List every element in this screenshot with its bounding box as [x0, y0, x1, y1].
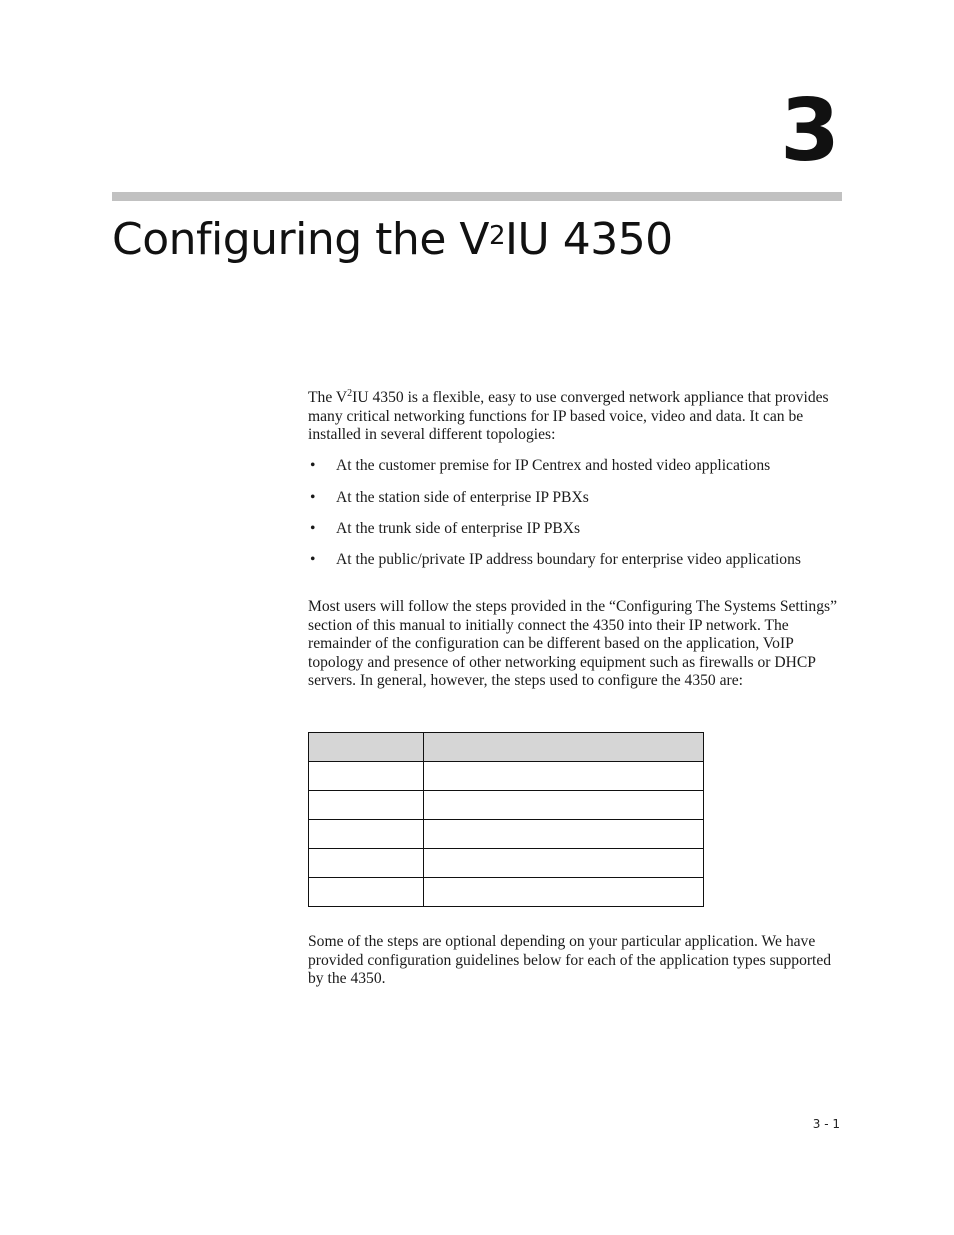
list-item-text: At the trunk side of enterprise IP PBXs — [336, 520, 581, 537]
chapter-rule — [112, 192, 842, 201]
bullet-glyph: • — [310, 457, 316, 474]
closing-paragraph — [308, 933, 844, 989]
chapter-title — [112, 212, 673, 268]
table-row — [309, 849, 704, 878]
chapter-title-superscript: 2 — [488, 221, 506, 251]
table-cell — [309, 878, 424, 907]
table-cell — [309, 849, 424, 878]
table-header-cell — [309, 733, 424, 762]
table-row — [309, 820, 704, 849]
table-header-row — [309, 733, 704, 762]
intro-superscript: 2 — [347, 387, 353, 399]
table-cell — [309, 791, 424, 820]
chapter-number: 3 — [780, 81, 840, 181]
table-cell — [424, 762, 704, 791]
closing-paragraph-text: Some of the steps are optional depending on your particular application. We have provided configuration guidelines below for each of the application types supported by the 4350. — [308, 933, 832, 988]
steps-table — [308, 732, 704, 907]
table-cell — [424, 820, 704, 849]
list-item — [308, 520, 844, 539]
steps-paragraph — [308, 598, 844, 691]
table-cell — [309, 762, 424, 791]
table-cell — [424, 878, 704, 907]
bullet-glyph: • — [310, 489, 316, 506]
list-item — [308, 551, 844, 570]
chapter-title-suffix: IU 4350 — [505, 214, 673, 265]
steps-paragraph-text: Most users will follow the steps provided in the “Configuring The Systems Settings” section of this manual to initially connect the 4350 into their IP network. The remainder of the configuration can be different based on the application, VoIP topology and presence of other networking equipment such as firewalls or DHCP servers. In general, however, the steps used to configure the 4350 are: — [308, 598, 837, 690]
page-number: 3 - 1 — [812, 1117, 840, 1131]
intro-part1: The V — [308, 389, 348, 406]
list-item-text: At the station side of enterprise IP PBXs — [336, 489, 589, 506]
intro-paragraph — [308, 389, 844, 445]
bullet-glyph: • — [310, 520, 316, 537]
list-item-text: At the public/private IP address boundary for enterprise video applications — [336, 551, 801, 568]
list-item — [308, 489, 844, 508]
chapter-title-prefix: Configuring the V — [112, 214, 489, 265]
table-row — [309, 791, 704, 820]
intro-part2: IU 4350 is a flexible, easy to use converged network appliance that provides many critical networking functions for IP based voice, video and data. It can be installed in several different topologies: — [308, 389, 829, 444]
table-header-cell — [424, 733, 704, 762]
list-item-text: At the customer premise for IP Centrex and hosted video applications — [336, 457, 771, 474]
table-cell — [309, 820, 424, 849]
table-cell — [424, 791, 704, 820]
table-row — [309, 878, 704, 907]
list-item — [308, 457, 844, 476]
table-cell — [424, 849, 704, 878]
table-row — [309, 762, 704, 791]
bullet-glyph: • — [310, 551, 316, 568]
